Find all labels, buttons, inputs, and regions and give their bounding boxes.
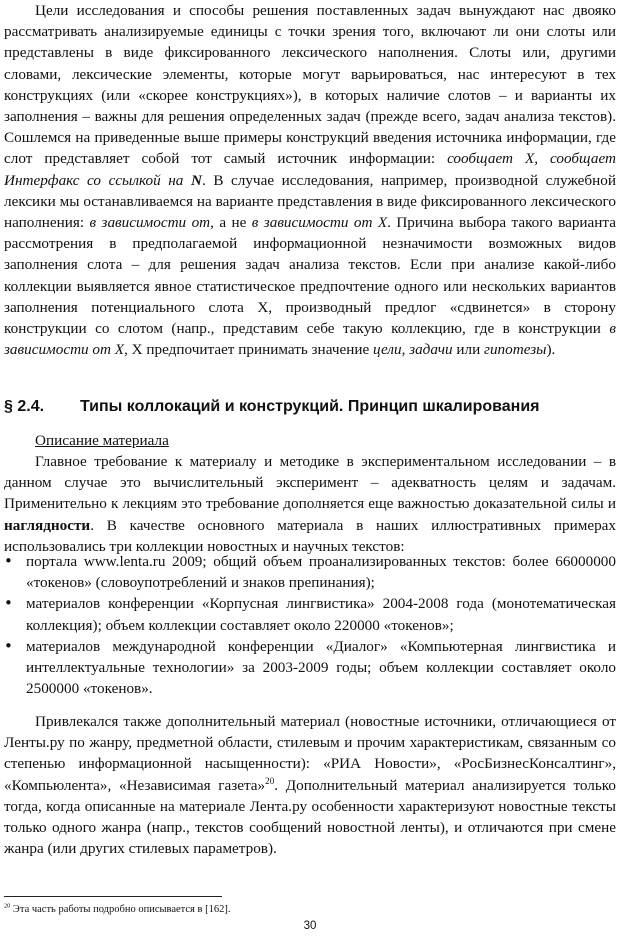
list-item: • портала www.lenta.ru 2009; общий объем проанализированных текстов: более 66000000 «токенов» (словоупотреблений и знаков препинания); bbox=[4, 551, 616, 593]
body-paragraph-1: Цели исследования и способы решения поставленных задач вынуждают нас двояко рассматривать анализируемые единицы с точки зрения того, включают ли они слоты или представлены в виде фиксированного лексического наполнения. Слоты или, другими словами, лексические элементы, которые могут варьироваться, нас интересуют в тех конструкциях (или «скорее конструкциях»), в которых наличие слотов – и варианты их заполнения – важны для решения определенных задач (прежде всего, задач анализа текстов). Сошлемся на приведенные выше примеры конструкций введения источника информации, где слот представляет собой тот самый источник информации: сообщает Х, сообщает Интерфакс со ссылкой на N. В случае исследования, например, производной служебной лексики мы останавливаемся на варианте представления в виде фиксированного лексического наполнения: в зависимости от, а не в зависимости от Х. Причина выбора такого варианта рассмотрения в предполагаемой информационной незначимости возможных видов заполнения слота – для решения задач анализа текстов. Если при анализе какой-либо коллекции выявляется явное статистическое предпочтение одного или нескольких вариантов заполнения потенциального слота Х, производный предлог «сдвинется» в сторону конструкции со слотом (напр., представим себе такую коллекцию, где в конструкции в зависимости от Х, Х предпочитает принимать значение цели, задачи или гипотезы). bbox=[4, 2, 617, 359]
section-heading bbox=[4, 397, 616, 417]
example-text: цели bbox=[373, 341, 402, 359]
subheading: Описание материала bbox=[35, 432, 169, 449]
body-paragraph-2: Главное требование к материалу и методике в экспериментальном исследовании – в данном случае это вычислительный эксперимент – адекватность целям и задачам. Применительно к лекциям это требование дополняется еще важностью доказательной силы и наглядности. В качестве основного материала в наших иллюстративных примерах использовались три коллекции новостных и научных текстов: bbox=[4, 453, 616, 555]
example-text: N bbox=[190, 171, 202, 189]
footnote bbox=[4, 903, 230, 916]
footnote-number: 20 bbox=[4, 902, 11, 910]
section-title: Типы коллокаций и конструкций. Принцип шкалирования bbox=[80, 398, 540, 415]
section-number: § 2.4. bbox=[4, 398, 45, 415]
example-text: гипотезы bbox=[484, 341, 547, 359]
example-text: задачи bbox=[409, 341, 453, 359]
page-number: 30 bbox=[303, 920, 317, 932]
footnote-divider bbox=[4, 896, 222, 897]
bold-term: наглядности bbox=[4, 516, 91, 534]
example-text: сообщает Х, сообщает Интерфакс со ссылкой на bbox=[4, 150, 616, 189]
footnote-reference: 20 bbox=[265, 775, 275, 786]
bullet-list bbox=[4, 551, 616, 699]
footnote-text: Эта часть работы подробно описывается в [162]. bbox=[10, 904, 231, 915]
list-item: • материалов конференции «Корпусная лингвистика» 2004-2008 года (монотематическая коллекция); объем коллекции составляет около 220000 «токенов»; bbox=[4, 593, 616, 635]
example-text: в зависимости от bbox=[89, 214, 211, 232]
body-paragraph-3: Привлекался также дополнительный материал (новостные источники, отличающиеся от Ленты.ру по жанру, предметной области, стилевым и прочим характеристикам, связанным со степенью информационной насыщенности): «РИА Новости», «РосБизнесКонсалтинг», «Компьюлента», «Независимая газета»$^{20}$. Дополнительный материал анализируется только тогда, когда описанные на материале Лента.ру особенности характеризуют новостные тексты только одного жанра (напр., текстов сообщений новостной ленты), и отличаются при смене жанра (или других стилевых параметров). bbox=[4, 713, 616, 858]
list-item: • материалов международной конференции «Диалог» «Компьютерная лингвистика и интеллектуальные технологии» за 2003-2009 годы; объем коллекции составляет около 2500000 «токенов». bbox=[4, 636, 616, 700]
example-text: в зависимости от Х bbox=[251, 214, 388, 232]
example-text: в зависимости от Х bbox=[4, 320, 616, 359]
